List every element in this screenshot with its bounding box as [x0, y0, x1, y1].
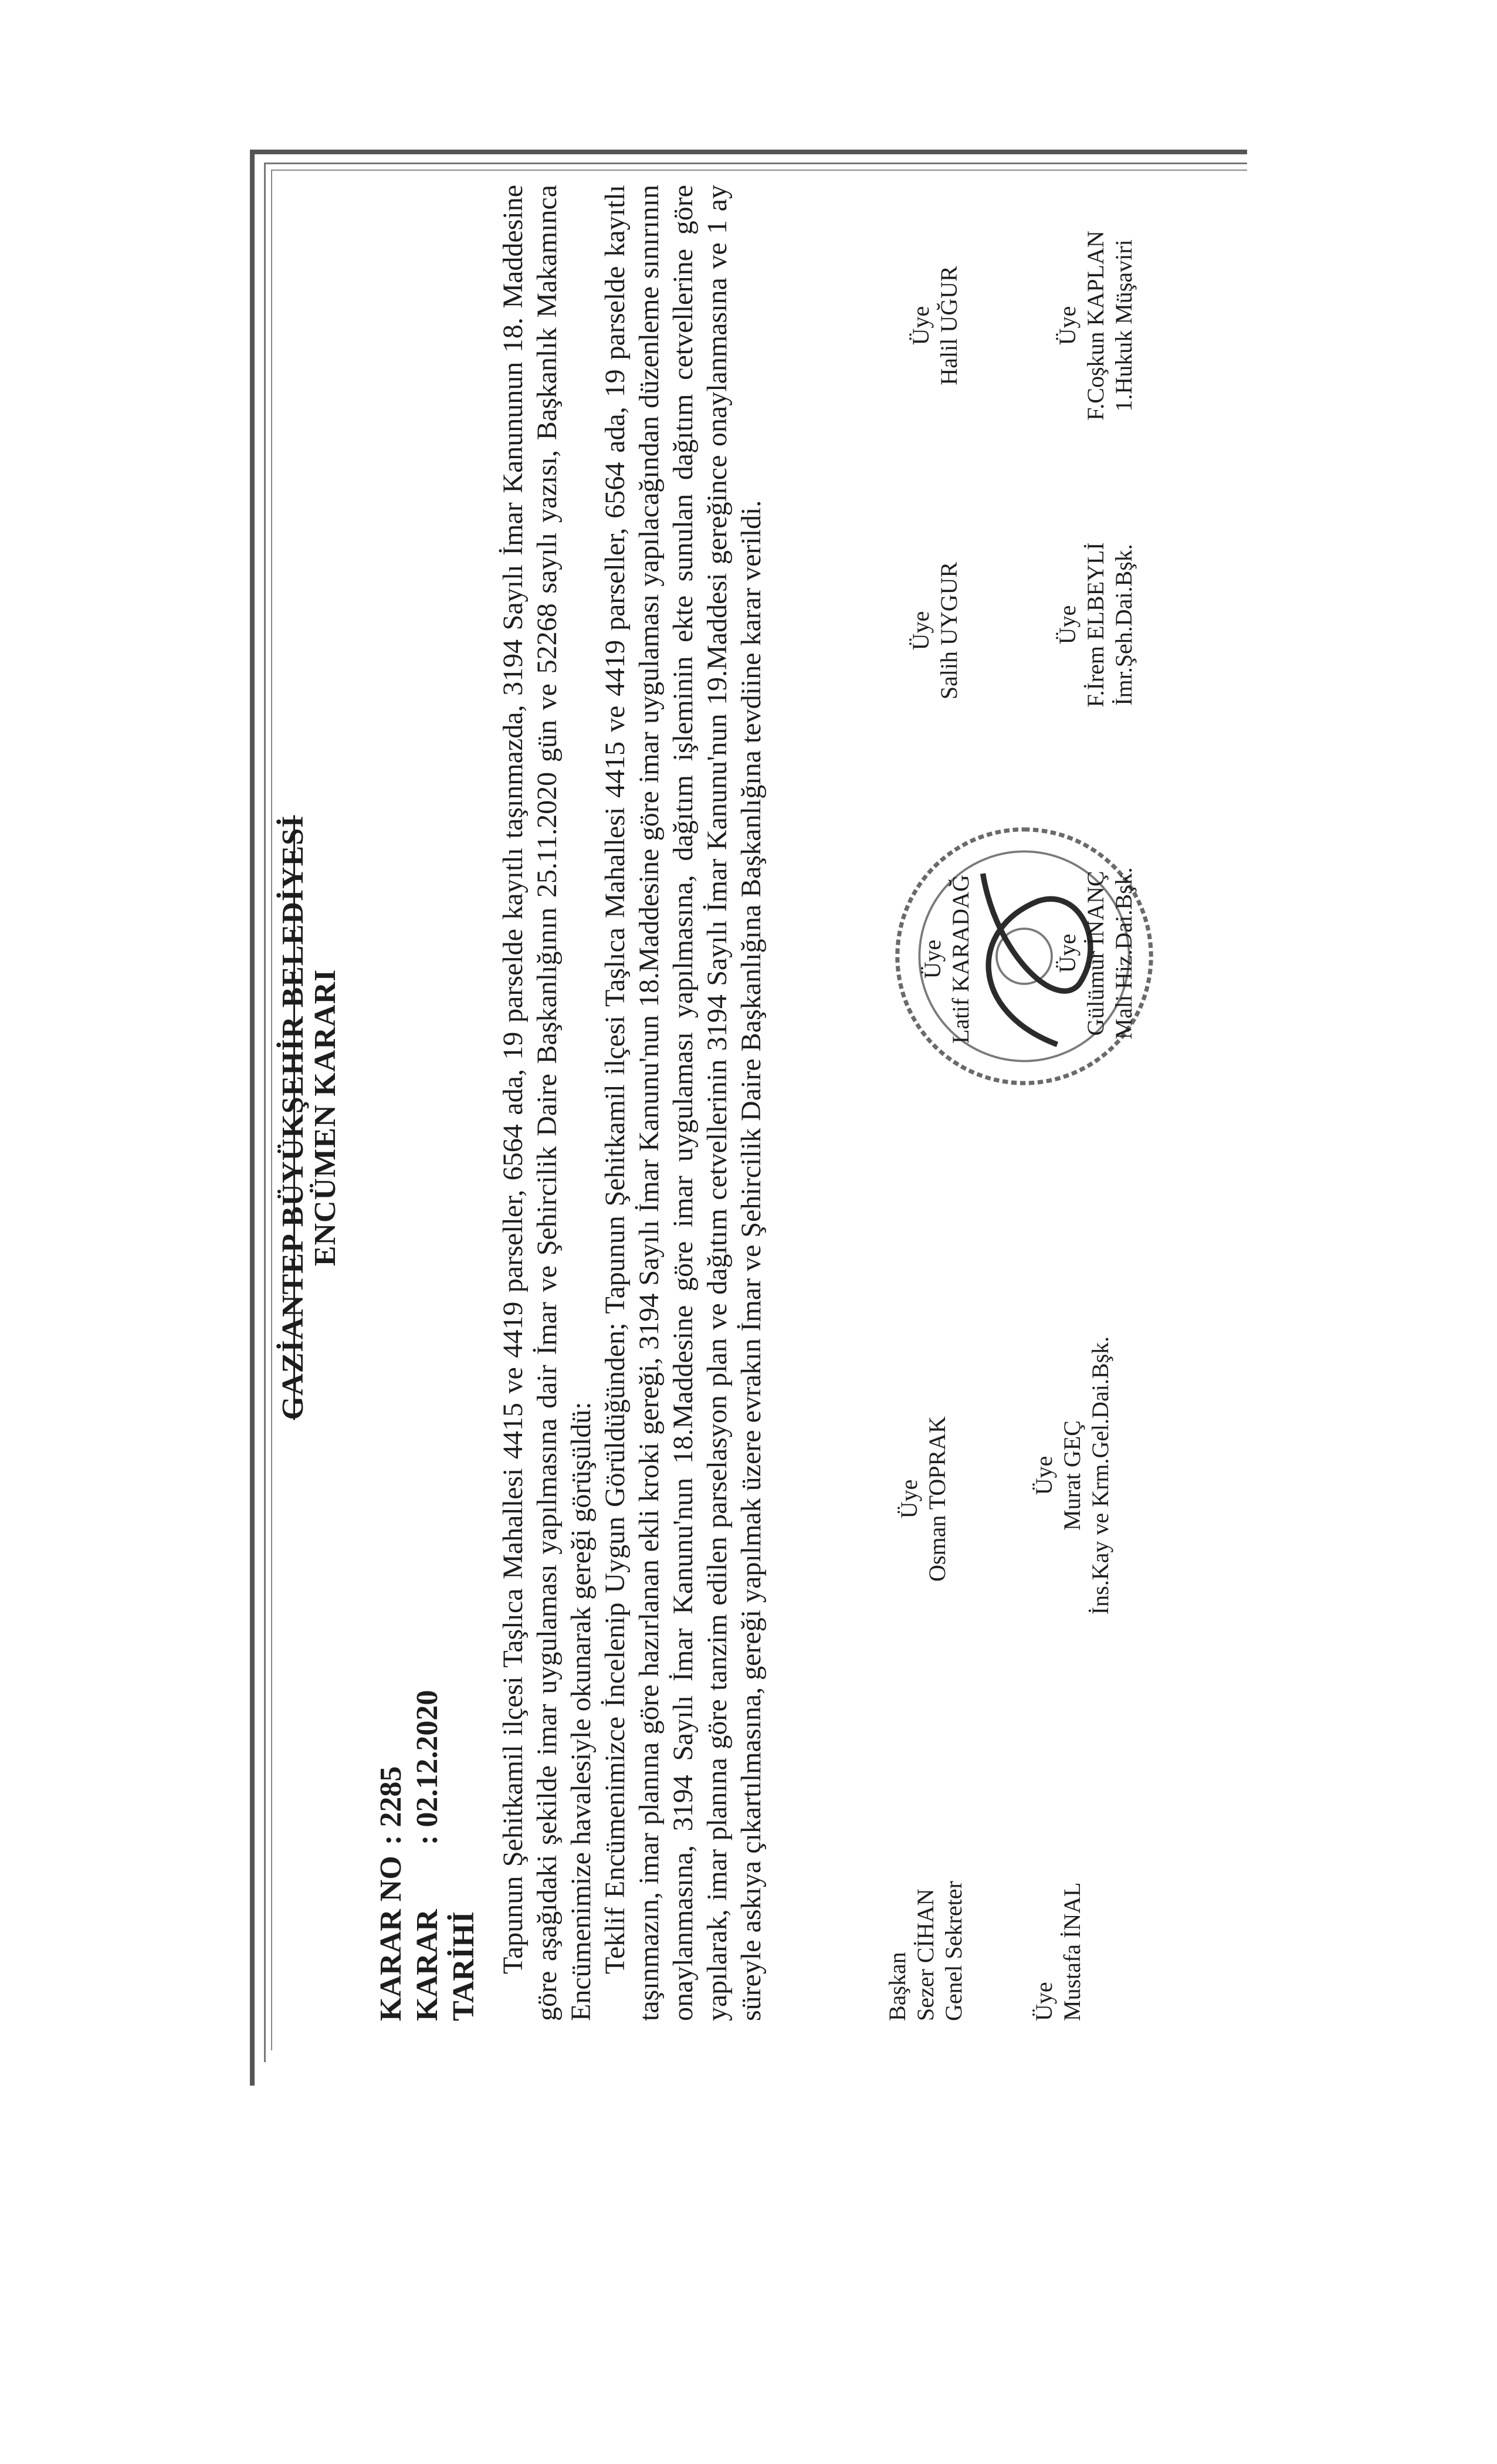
signature-baskan [883, 1881, 968, 2021]
signature-uye6 [1030, 1311, 1115, 1640]
paragraph-1: Tapunun Şehitkamil ilçesi Taşlıca Mahallesi 4415 ve 4419 parseller, 6564 ada, 19 parselde kayıtlı taşınmazda, 3194 Sayılı İmar Kanununun 18. Maddesine göre aşağıdaki şekilde imar uygulaması yapılmasına dair İmar ve Şehircilik Daire Başkanlığının 25.11.2020 gün ve 52268 sayılı yazısı, Başkanlık Makamınca Encümenimize havalesiyle okunarak gereği görüşüldü: [497, 185, 597, 2021]
signature-name: Halil UĞUR [936, 266, 962, 385]
document-header [276, 150, 343, 2086]
signature-role: Üye [919, 939, 946, 979]
decision-no-label: KARAR NO [374, 1856, 408, 2021]
signature-name: Salih UYGUR [936, 561, 962, 700]
signature-role: Üye [1054, 605, 1081, 645]
signature-name: F.Coşkun KAPLAN [1082, 231, 1109, 421]
signature-uye1 [895, 1370, 951, 1628]
signature-name: Latif KARADAĞ [947, 875, 974, 1044]
decision-date-value: : 02.12.2020 [411, 1690, 444, 1845]
signature-role: Üye [1054, 306, 1081, 346]
decision-date-label: KARAR TARİHİ [411, 1909, 480, 2021]
signature-uye9 [1054, 185, 1138, 466]
signature-title: Mali Hiz.Dai.Bşk. [1110, 867, 1137, 1040]
signature-name: Osman TOPRAK [924, 1416, 950, 1582]
signature-name: Murat GEÇ [1059, 1420, 1085, 1531]
signature-role: Üye [1054, 933, 1081, 973]
document-title: ENCÜMEN KARARI [309, 969, 342, 1267]
signature-title: İmr.Şeh.Dai.Bşk. [1110, 544, 1137, 706]
organization-name: GAZİANTEP BÜYÜKŞEHİR BELEDİYESİ [276, 815, 310, 1420]
decision-no-value: : 2285 [374, 1766, 408, 1845]
signature-uye4 [907, 197, 963, 455]
signature-uye2 [919, 830, 975, 1088]
signature-uye8 [1054, 490, 1138, 760]
signature-name: Mustafa İNAL [1059, 1882, 1085, 2021]
signature-role: Üye [907, 306, 934, 346]
signature-title: Genel Sekreter [940, 1881, 967, 2021]
signature-name: F.İrem ELBEYLİ [1082, 542, 1109, 708]
signature-title: İns.Kay ve Krm.Gel.Dai.Bşk. [1087, 1336, 1113, 1615]
signature-role: Üye [907, 611, 934, 651]
signature-role: Üye [896, 1479, 922, 1519]
paragraph-2: Teklif Encümenimizce İncelenip Uygun Görüldüğünden; Tapunun Şehitkamil ilçesi Taşlıca Mahallesi 4415 ve 4419 parseller, 6564 ada, 19 parselde kayıtlı taşınmazın, imar planına göre hazırlanan ekli kroki gereği, 3194 Sayılı İmar Kanunu'nun 18.Maddesine göre imar uygulaması yapılacağından düzenleme sınırının onaylanmasına, 3194 Sayılı İmar Kanunu'nun 18.Maddesine göre imar uygulaması yapılmasına, dağıtım işleminin ekte sunulan dağıtım cetvellerine göre yapılarak, imar planına göre tanzim edilen parselasyon plan ve dağıtım cetvellerinin 3194 Sayılı İmar Kanunu'nun 19.Maddesi gereğince onaylanmasına ve 1 ay süreyle askıya çıkartılmasına, gereği yapılmak üzere evrakın İmar ve Şehircilik Daire Başkanlığına Başkanlığına tevdiine karar verildi. [600, 185, 767, 2021]
signature-uye5 [1030, 1882, 1086, 2021]
signature-name: Gülümür İNANÇ [1082, 871, 1109, 1036]
decision-meta [373, 1690, 482, 2021]
decision-document [250, 150, 1247, 2086]
signature-uye3 [907, 502, 963, 760]
signature-role: Başkan [884, 1952, 910, 2021]
decision-body [496, 185, 768, 2021]
signature-role: Üye [1031, 1456, 1057, 1495]
signature-role: Üye [1031, 1982, 1057, 2021]
signature-name: Sezer CİHAN [912, 1888, 939, 2021]
signature-title: 1.Hukuk Müşaviri [1110, 239, 1137, 412]
signature-uye7 [1054, 818, 1138, 1088]
